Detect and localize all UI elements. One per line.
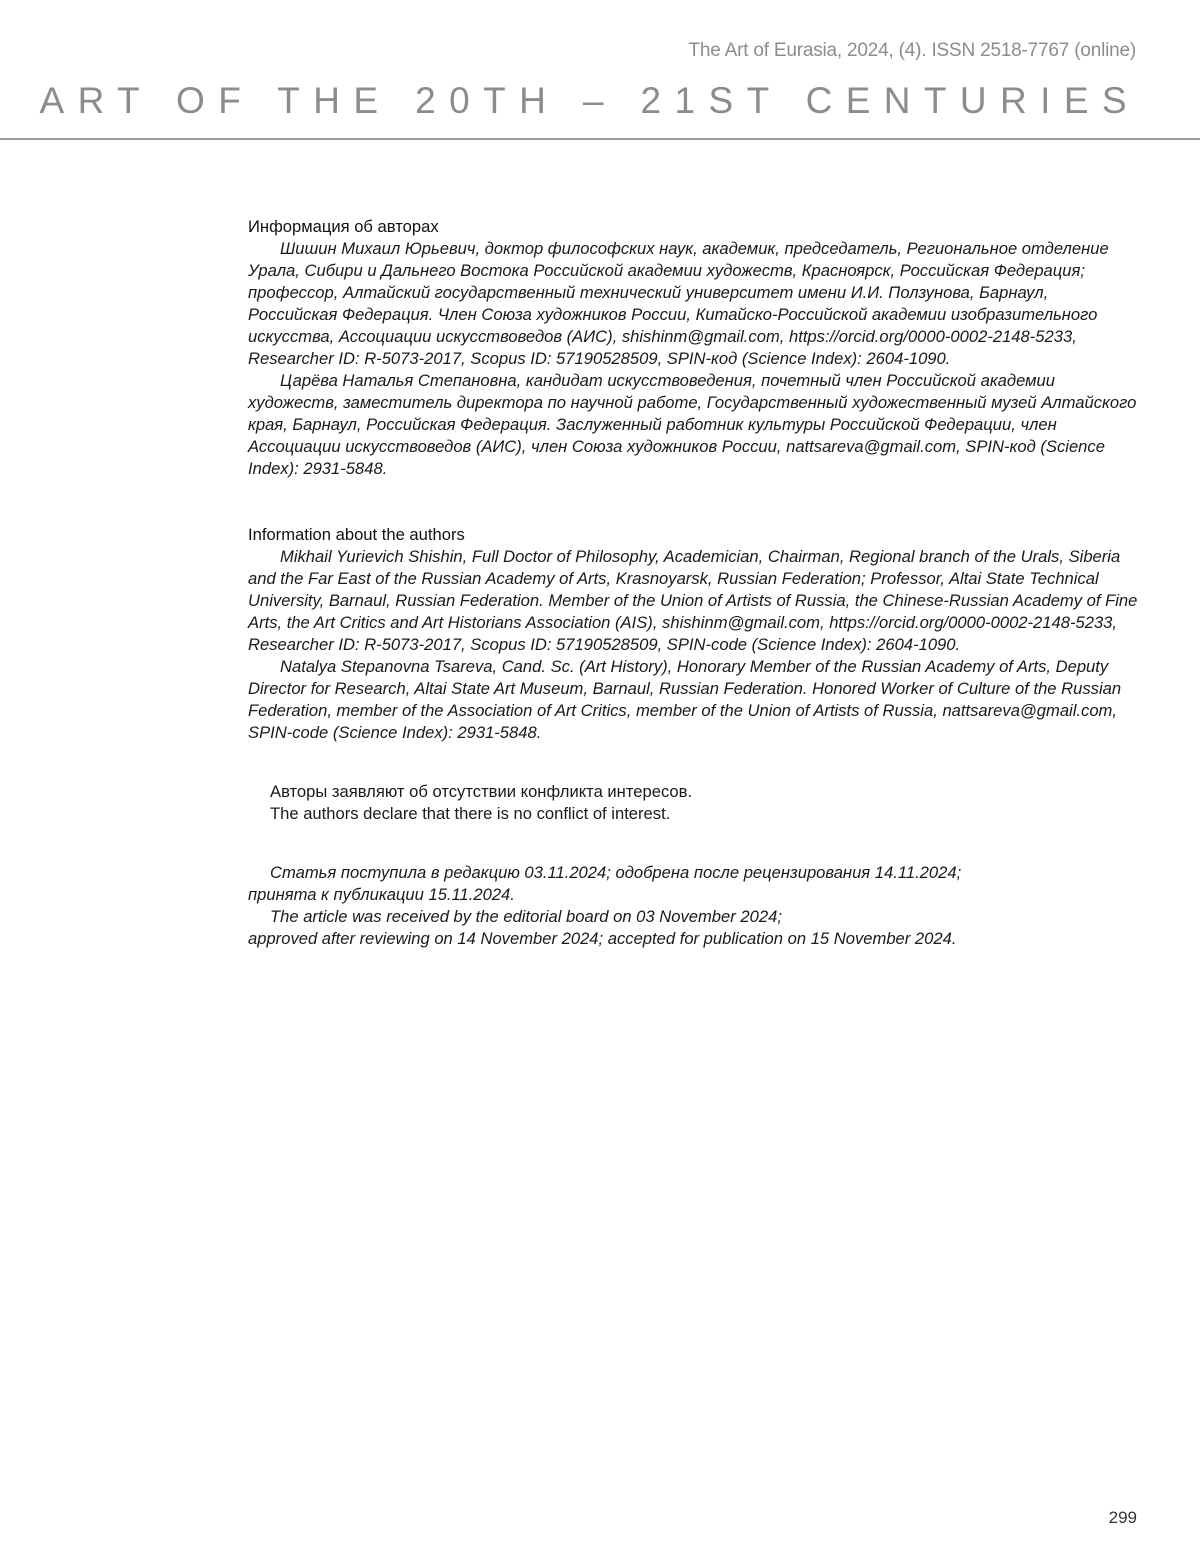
ru-author-shishin: Шишин Михаил Юрьевич, доктор философских наук, академик, председатель, Региональное отделение Урала, Сибири и Дальнего Востока Российской академии художеств, Красноярск, Российская Федерация; профессор, Алтайский государственный технический университет имени И.И. Ползунова, Барнаул, Российская Федерация. Член Союза художников России, Китайско-Российской академии изобразительного искусства, Ассоциации искусствоведов (АИС), shishinm@gmail.com, https://orcid.org/0000-0002-2148-5233, Researcher ID: R-5073-2017, Scopus ID: 57190528509, SPIN-код (Science Index): 2604-1090. [248, 239, 1109, 368]
ru-authors-block [248, 216, 1138, 480]
article-dates [248, 862, 1138, 950]
en-authors-heading: Information about the authors [248, 525, 465, 544]
conflict-statement-ru: Авторы заявляют об отсутствии конфликта интересов. [270, 782, 693, 801]
en-author-tsareva: Natalya Stepanovna Tsareva, Cand. Sc. (Art History), Honorary Member of the Russian Academy of Arts, Deputy Director for Research, Altai State Art Museum, Barnaul, Russian Federation. Honored Worker of Culture of the Russian Federation, member of the Association of Art Critics, member of the Union of Artists of Russia, nattsareva@gmail.com, SPIN-code (Science Index): 2931-5848. [248, 657, 1122, 742]
en-authors-block [248, 524, 1138, 744]
ru-authors-heading: Информация об авторах [248, 217, 439, 236]
page-number: 299 [1108, 1508, 1137, 1527]
ru-author-tsareva: Царёва Наталья Степановна, кандидат искусствоведения, почетный член Российской академии художеств, заместитель директора по научной работе, Государственный художественный музей Алтайского края, Барнаул, Российская Федерация. Заслуженный работник культуры Российской Федерации, член Ассоциации искусствоведов (АИС), член Союза художников России, nattsareva@gmail.com, SPIN-код (Science Index): 2931-5848. [248, 371, 1137, 478]
section-title: ART OF THE 20TH – 21ST CENTURIES [39, 80, 1140, 121]
dates-ru-line2: принята к публикации 15.11.2024. [248, 885, 515, 904]
journal-citation: The Art of Eurasia, 2024, (4). ISSN 2518-7767 (online) [688, 40, 1136, 61]
spacer [248, 744, 1138, 781]
dates-en-line2: approved after reviewing on 14 November 2024; accepted for publication on 15 November 2024. [248, 929, 957, 948]
en-author-shishin: Mikhail Yurievich Shishin, Full Doctor of Philosophy, Academician, Chairman, Regional branch of the Urals, Siberia and the Far East of the Russian Academy of Arts, Krasnoyarsk, Russian Federation; Professor, Altai State Technical University, Barnaul, Russian Federation. Member of the Union of Artists of Russia, the Chinese-Russian Academy of Fine Arts, the Art Critics and Art Historians Association (AIS), shishinm@gmail.com, https://orcid.org/0000-0002-2148-5233, Researcher ID: R-5073-2017, Scopus ID: 57190528509, SPIN-code (Science Index): 2604-1090. [248, 547, 1138, 654]
dates-en-line1: The article was received by the editorial board on 03 November 2024; [270, 907, 782, 926]
spacer [248, 825, 1138, 862]
conflict-of-interest [248, 781, 1138, 825]
header-divider [0, 138, 1200, 140]
article-back-matter [248, 216, 1138, 950]
spacer [248, 480, 1138, 524]
dates-ru-line1: Статья поступила в редакцию 03.11.2024; одобрена после рецензирования 14.11.2024; [270, 863, 962, 882]
conflict-statement-en: The authors declare that there is no conflict of interest. [270, 804, 671, 823]
